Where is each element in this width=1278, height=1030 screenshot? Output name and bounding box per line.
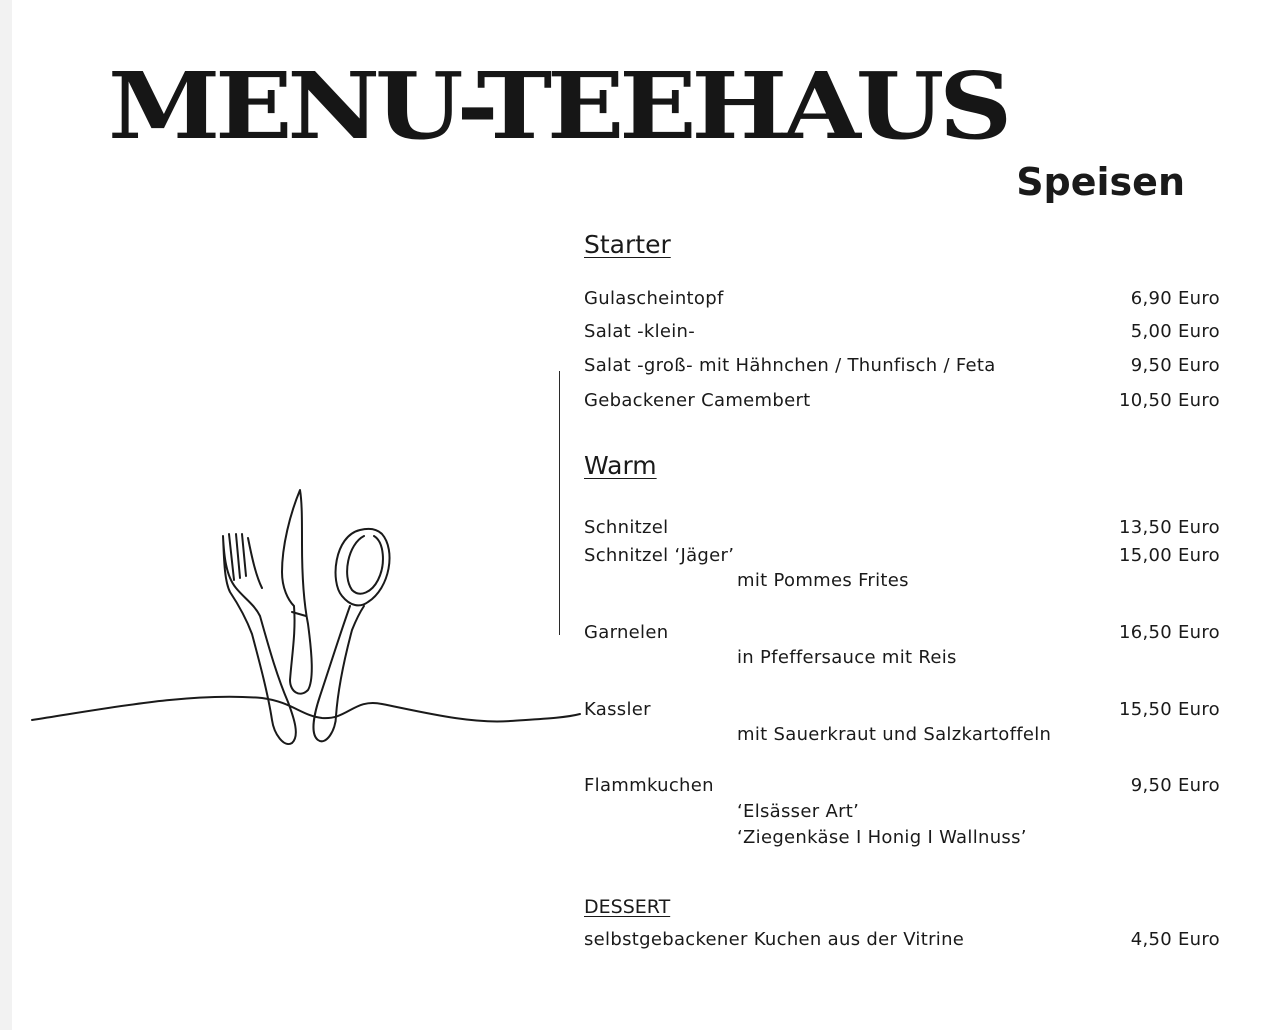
menu-item [584, 287, 1220, 311]
menu-item-name: selbstgebackener Kuchen aus der Vitrine [584, 929, 965, 950]
menu-item-price: 13,50 Euro [1118, 517, 1220, 538]
menu-item-price: 5,00 Euro [1130, 321, 1220, 342]
section-heading-warm: Warm [584, 451, 657, 480]
menu-item-name: Salat -groß- mit Hähnchen / Thunfisch / Feta [584, 355, 996, 376]
menu-item-name: Garnelen [584, 622, 669, 643]
menu-item-price: 6,90 Euro [1130, 288, 1220, 309]
menu-item-price: 16,50 Euro [1118, 622, 1220, 643]
menu-item [584, 774, 1220, 798]
menu-item-name: Gulascheintopf [584, 288, 724, 309]
menu-item-price: 9,50 Euro [1130, 775, 1220, 796]
menu-item [584, 928, 1220, 952]
menu-item [584, 389, 1220, 413]
menu-item-name: Flammkuchen [584, 775, 714, 796]
menu-item [584, 544, 1220, 568]
menu-item-name: Schnitzel ‘Jäger’ [584, 545, 735, 566]
fork-knife-spoon-line-art-icon [30, 484, 590, 754]
menu-item [584, 354, 1220, 378]
menu-subtitle: Speisen [1016, 160, 1185, 204]
menu-item-detail: ‘Elsässer Art’ [737, 801, 860, 822]
menu-item-price: 15,50 Euro [1118, 699, 1220, 720]
menu-item-name: Salat -klein- [584, 321, 696, 342]
section-heading-starter: Starter [584, 230, 671, 259]
menu-item [584, 516, 1220, 540]
menu-item-price: 10,50 Euro [1118, 390, 1220, 411]
menu-item [584, 320, 1220, 344]
menu-item-detail: in Pfeffersauce mit Reis [737, 647, 957, 668]
menu-title: MENU-TEEHAUS [108, 51, 1008, 160]
page-edge [0, 0, 12, 1030]
menu-item-name: Gebackener Camembert [584, 390, 811, 411]
menu-item [584, 621, 1220, 645]
menu-item-price: 4,50 Euro [1130, 929, 1220, 950]
section-heading-dessert: DESSERT [584, 896, 671, 918]
menu-item-name: Schnitzel [584, 517, 669, 538]
menu-item-detail: mit Sauerkraut und Salzkartoffeln [737, 724, 1052, 745]
menu-item-detail: ‘Ziegenkäse I Honig I Wallnuss’ [737, 827, 1027, 848]
menu-item [584, 698, 1220, 722]
menu-item-name: Kassler [584, 699, 651, 720]
menu-item-price: 9,50 Euro [1130, 355, 1220, 376]
menu-item-detail: mit Pommes Frites [737, 570, 909, 591]
menu-item-price: 15,00 Euro [1118, 545, 1220, 566]
